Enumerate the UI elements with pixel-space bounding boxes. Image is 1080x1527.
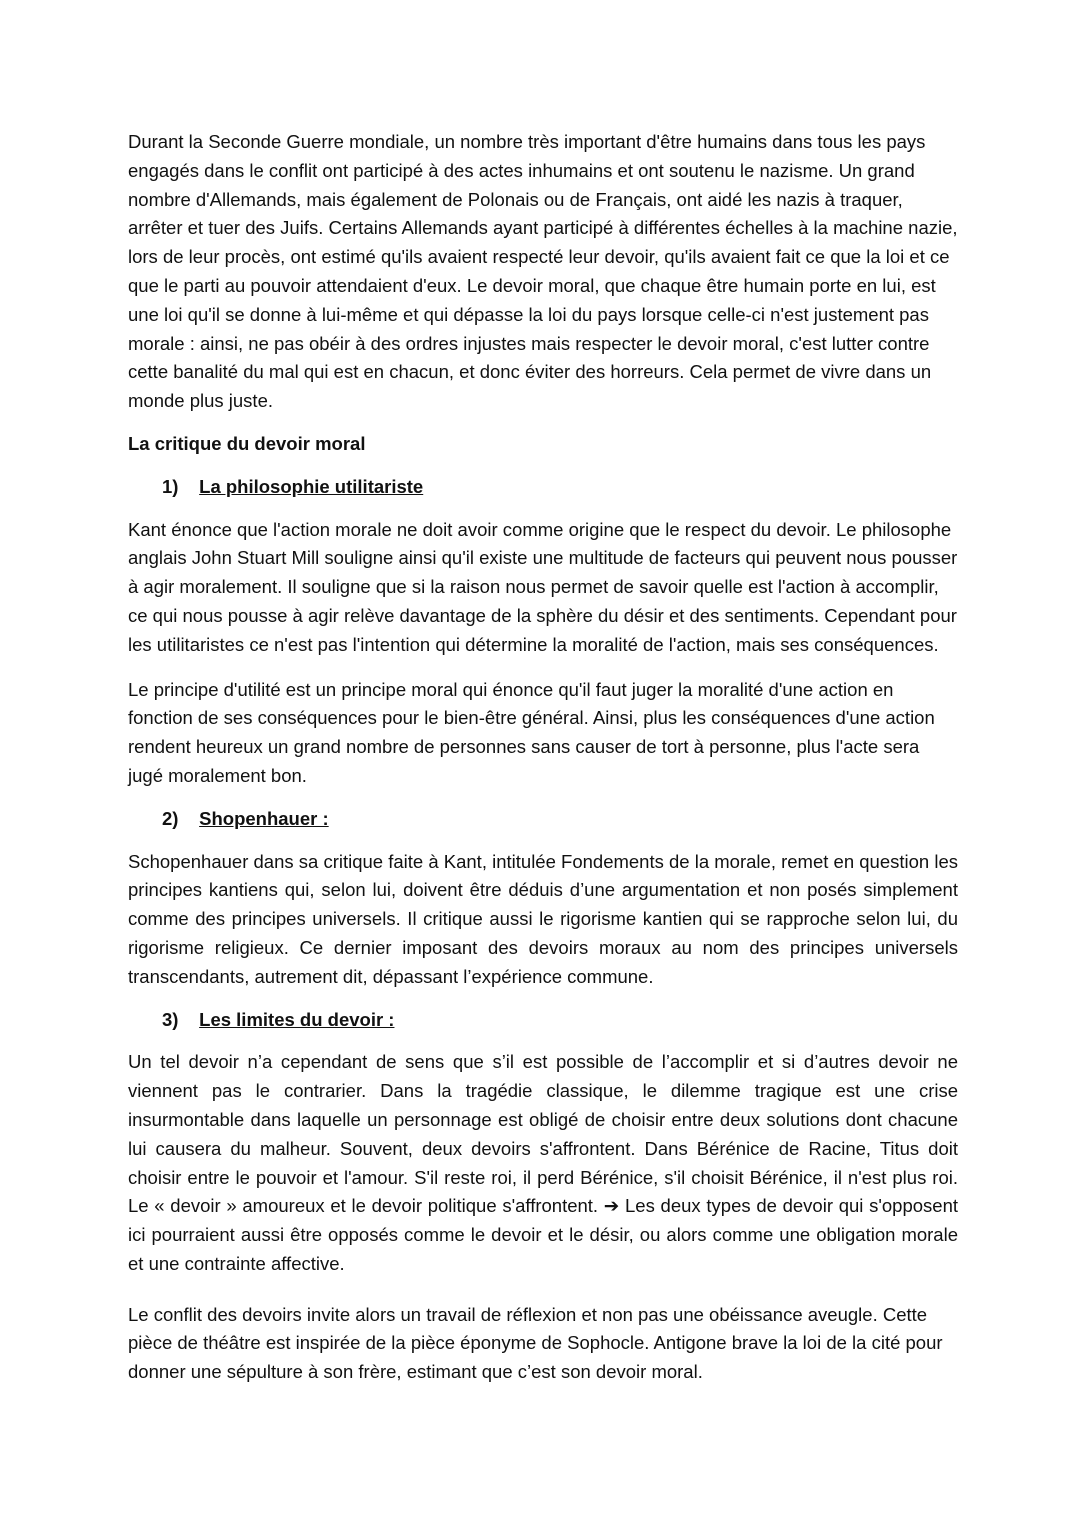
- subheading-title: Shopenhauer :: [199, 807, 329, 829]
- arrow-right-icon: ➔: [603, 1195, 620, 1217]
- subheading-number: 2): [162, 807, 179, 829]
- subheading-limits: [128, 1006, 958, 1035]
- schopenhauer-paragraph: Schopenhauer dans sa critique faite à Kant, intitulée Fondements de la morale, remet en question les principes kantiens qui, selon lui, doivent être déduis d’une argumentation et non posés simplement comme des principes universels. Il critique aussi le rigorisme kantien qui se rapproche selon lui, du rigorisme religieux. Ce dernier imposant des devoirs moraux au nom des principes universels transcendants, autrement dit, dépassant l’expérience commune.: [128, 850, 958, 987]
- limits-paragraph-start: Un tel devoir n’a cependant de sens que s’il est possible de l’accomplir et si d’autres devoir ne viennent pas le contrarier. Dans la tragédie classique, le dilemme tragique est une crise insurmontable dans laquelle un personnage est obligé de choisir entre deux solutions dont chacune lui causera du malheur. Souvent, deux devoirs s'affrontent. Dans Bérénice de Racine, Titus doit choisir entre le pouvoir et l'amour. S'il reste roi, il perd Bérénice, s'il choisit Bérénice, il n'est plus roi. Le « devoir » amoureux et le devoir politique s'affrontent.: [128, 1051, 958, 1217]
- intro-paragraph: Durant la Seconde Guerre mondiale, un nombre très important d'être humains dans tous les pays engagés dans le conflit ont participé à des actes inhumains et ont soutenu le nazisme. Un grand nombre d'Allemands, mais également de Polonais ou de Français, ont aidé les nazis à traquer, arrêter et tuer des Juifs. Certains Allemands ayant participé à différentes échelles à la machine nazie, lors de leur procès, ont estimé qu'ils avaient respecté leur devoir, qu'ils avaient fait ce que la loi et ce que le parti au pouvoir attendaient d'eux. Le devoir moral, que chaque être humain porte en lui, est une loi qu'il se donne à lui-même et qui dépasse la loi du pays lorsque celle-ci n'est justement pas morale : ainsi, ne pas obéir à des ordres injustes mais respecter le devoir moral, c'est lutter contre cette banalité du mal qui est en chacun, et donc éviter des horreurs. Cela permet de vivre dans un monde plus juste.: [128, 131, 958, 412]
- closing-paragraph: Le conflit des devoirs invite alors un travail de réflexion et non pas une obéissance aveugle. Cette pièce de théâtre est inspirée de la pièce éponyme de Sophocle. Antigone brave la loi de la cité pour donner une sépulture à son frère, estimant que c’est son devoir moral.: [128, 1303, 943, 1383]
- subheading-schopenhauer: [128, 805, 958, 834]
- utilitarianism-paragraph-2: Le principe d'utilité est un principe moral qui énonce qu'il faut juger la moralité d'une action en fonction de ses conséquences pour le bien-être général. Ainsi, plus les conséquences d'une action rendent heureux un grand nombre de personnes sans causer de tort à personne, plus l'acte sera jugé moralement bon.: [128, 678, 935, 786]
- subheading-number: 3): [162, 1008, 179, 1030]
- utilitarianism-paragraph-1: Kant énonce que l'action morale ne doit avoir comme origine que le respect du devoir. Le philosophe anglais John Stuart Mill souligne ainsi qu'il existe une multitude de facteurs qui peuvent nous pousser à agir moralement. Il souligne que si la raison nous permet de savoir quelle est l'action à accomplir, ce qui nous pousse à agir relève davantage de la sphère du désir et des sentiments. Cependant pour les utilitaristes ce n'est pas l'intention qui détermine la moralité de l'action, mais ses conséquences.: [128, 518, 958, 655]
- section-title: La critique du devoir moral: [128, 432, 366, 454]
- document-page: [128, 128, 958, 1387]
- subheading-title: La philosophie utilitariste: [199, 475, 424, 497]
- subheading-utilitarianism: [128, 473, 958, 502]
- subheading-title: Les limites du devoir :: [199, 1008, 395, 1030]
- limits-paragraph-end: Les deux types de devoir qui s'opposent ici pourraient aussi être opposés comme le devoir et le désir, ou alors comme une obligation morale et une contrainte affective.: [128, 1195, 958, 1274]
- subheading-number: 1): [162, 475, 179, 497]
- limits-paragraph: [128, 1048, 958, 1278]
